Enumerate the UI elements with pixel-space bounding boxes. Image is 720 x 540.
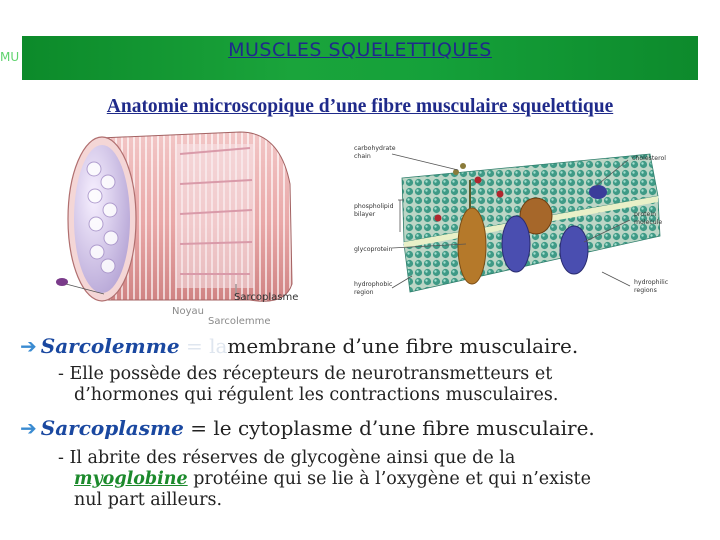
cholesterol-label: cholesterol xyxy=(632,155,667,162)
arrow-icon: ➔ xyxy=(20,334,37,358)
sub-point-reserves xyxy=(58,448,591,511)
sub-line: - Elle possède des récepteurs de neurotransmetteurs et xyxy=(58,364,553,384)
bullet-sarcoplasme xyxy=(20,416,595,440)
bullet-text: membrane d’une fibre musculaire. xyxy=(227,334,579,358)
sub-point-receptors xyxy=(58,364,558,406)
slide-title: MUSCLES SQUELETTIQUES xyxy=(228,39,492,61)
membrane-diagram xyxy=(350,132,666,310)
title-banner xyxy=(22,36,698,80)
term-sarcoplasme: Sarcoplasme xyxy=(40,416,184,440)
hydrophobic-region-label: hydrophobic region xyxy=(354,281,393,296)
term-sarcolemme: Sarcolemme xyxy=(40,334,180,358)
glycoprotein-label: glycoprotein xyxy=(354,246,393,253)
sarcolemma-label: Sarcolemme xyxy=(208,316,271,327)
muscle-fiber-illustration xyxy=(0,124,720,334)
hydrophilic-regions-label: hydrophilic regions xyxy=(634,279,669,294)
fiber-cylinder xyxy=(56,132,292,301)
carbohydrate-chain-label: carbohydrate chain xyxy=(354,145,396,160)
sub-line: nul part ailleurs. xyxy=(74,490,223,510)
protein-molecule-label: protein molecule xyxy=(634,211,663,226)
bullet-sarcolemme xyxy=(20,334,578,358)
phospholipid-bilayer-label: phospholipid bilayer xyxy=(354,203,394,218)
bullet-text: = le cytoplasme d’une fibre musculaire. xyxy=(183,416,595,440)
sarcoplasm-label: Sarcoplasme xyxy=(234,292,299,303)
sub-line: - Il abrite des réserves de glycogène ainsi que de la xyxy=(58,448,516,468)
nucleus-label: Noyau xyxy=(172,306,204,317)
sub-line-myoglobine xyxy=(58,469,591,490)
keyword-myoglobine: myoglobine xyxy=(74,469,188,489)
sub-line: d’hormones qui régulent les contractions musculaires. xyxy=(74,385,559,405)
faded-equals-text: = la xyxy=(185,334,228,358)
ghost-title-fragment: MU xyxy=(0,50,20,64)
slide-subtitle: Anatomie microscopique d’une fibre musculaire squelettique xyxy=(106,96,614,117)
sub-line-rest: protéine qui se lie à l’oxygène et qui n’existe xyxy=(187,469,591,489)
arrow-icon: ➔ xyxy=(20,416,37,440)
